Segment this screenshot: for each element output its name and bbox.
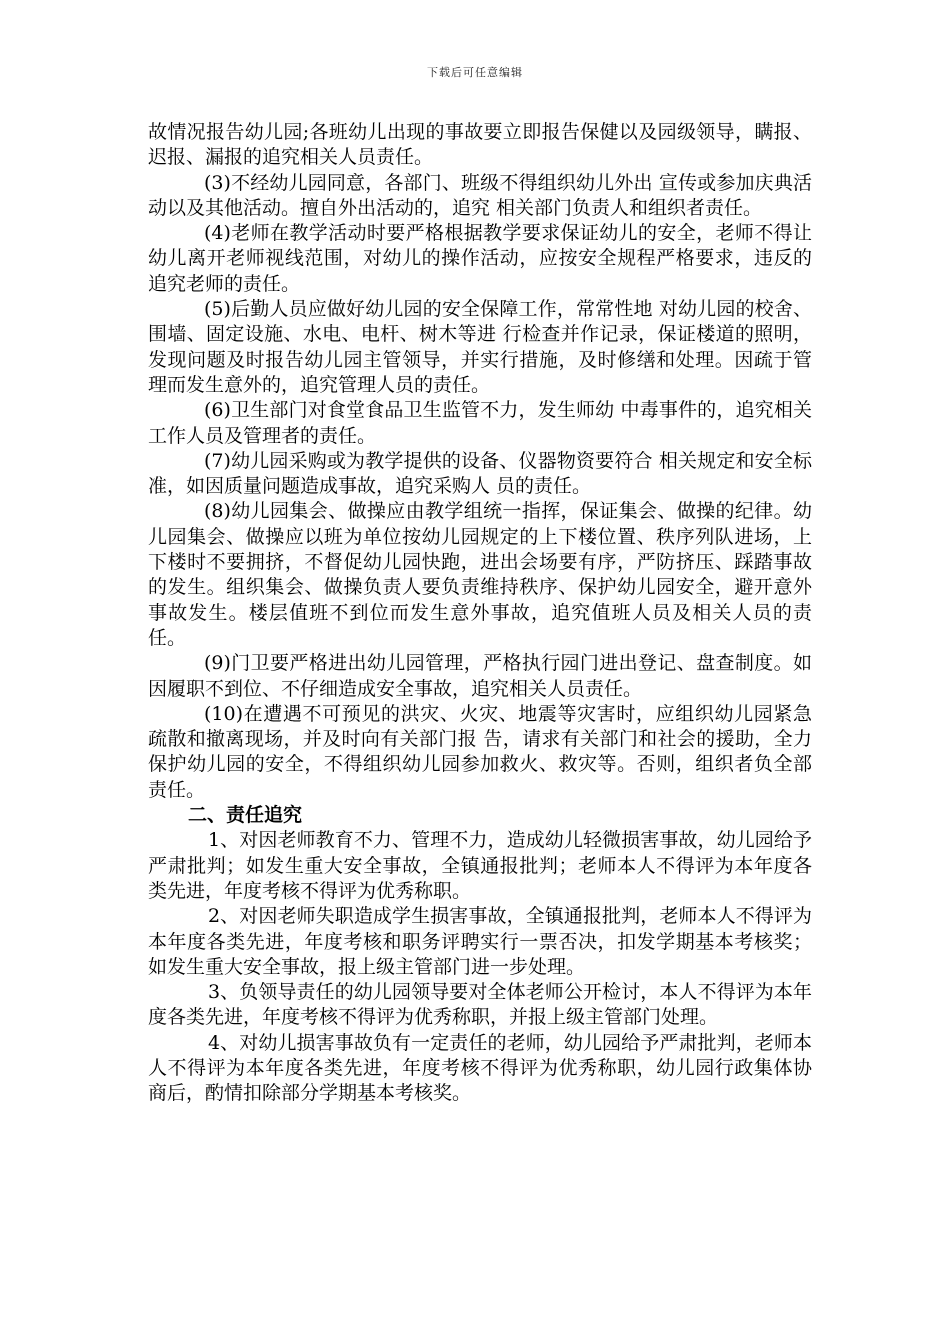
paragraph-item-7: (7)幼儿园采购或为教学提供的设备、仪器物资要符合 相关规定和安全标准，如因质量问题造成事故，追究采购人 员的责任。 — [148, 449, 812, 498]
paragraph-item-4: (4)老师在教学活动时要严格根据教学要求保证幼儿的安全，老师不得让幼儿离开老师视线范围，对幼儿的操作活动，应按安全规程严格要求，违反的追究老师的责任。 — [148, 222, 812, 295]
section-heading-responsibility: 二、责任追究 — [188, 804, 303, 827]
page-header-note: 下载后可任意编辑 — [427, 66, 523, 79]
paragraph-item-5: (5)后勤人员应做好幼儿园的安全保障工作，常常性地 对幼儿园的校舍、围墙、固定设施、水电、电杆、树木等进 行检查并作记录，保证楼道的照明，发现问题及时报告幼儿园主管领导，并实行措施，及时修缮和处理。因疏于管理而发生意外的，追究管理人员的责任。 — [148, 298, 812, 396]
responsibility-item-3: 3、负领导责任的幼儿园领导要对全体老师公开检讨，本人不得评为本年度各类先进，年度考核不得评为优秀称职，并报上级主管部门处理。 — [148, 981, 812, 1029]
paragraph-item-9: (9)门卫要严格进出幼儿园管理，严格执行园门进出登记、盘查制度。如因履职不到位、不仔细造成安全事故，追究相关人员责任。 — [148, 652, 812, 700]
paragraph-item-8: (8)幼儿园集会、做操应由教学组统一指挥，保证集会、做操的纪律。幼儿园集会、做操应以班为单位按幼儿园规定的上下楼位置、秩序列队进场，上下楼时不要拥挤，不督促幼儿园快跑，进出会场要有序，严防挤压、踩踏事故的发生。组织集会、做操负责人要负责维持秩序、保护幼儿园安全，避开意外事故发生。楼层值班不到位而发生意外事故，追究值班人员及相关人员的责任。 — [148, 500, 812, 649]
paragraph-item-3: (3)不经幼儿园同意，各部门、班级不得组织幼儿外出 宣传或参加庆典活动以及其他活动。擅自外出活动的，追究 相关部门负责人和组织者责任。 — [148, 171, 812, 219]
paragraph-item-10: (10)在遭遇不可预见的洪灾、火灾、地震等灾害时，应组织幼儿园紧急疏散和撤离现场，并及时向有关部门报 告，请求有关部门和社会的援助，全力保护幼儿园的安全，不得组织幼儿园参加救火、救灾等。否则，组织者负全部责任。 — [148, 702, 812, 801]
paragraph-item-6: (6)卫生部门对食堂食品卫生监管不力，发生师幼 中毒事件的，追究相关工作人员及管理者的责任。 — [148, 399, 812, 447]
responsibility-item-2: 2、对因老师失职造成学生损害事故，全镇通报批判，老师本人不得评为本年度各类先进，年度考核和职务评聘实行一票否决，扣发学期基本考核奖；如发生重大安全事故，报上级主管部门进一步处理。 — [148, 905, 812, 978]
responsibility-item-4: 4、对幼儿损害事故负有一定责任的老师，幼儿园给予严肃批判，老师本人不得评为本年度各类先进，年度考核不得评为优秀称职，幼儿园行政集体协商后，酌情扣除部分学期基本考核奖。 — [148, 1031, 812, 1105]
paragraph-continuation: 故情况报告幼儿园;各班幼儿出现的事故要立即报告保健以及园级领导，瞒报、迟报、漏报的追究相关人员责任。 — [148, 121, 812, 169]
document-body — [148, 120, 812, 1107]
responsibility-item-1: 1、对因老师教育不力、管理不力，造成幼儿轻微损害事故，幼儿园给予严肃批判；如发生重大安全事故，全镇通报批判；老师本人不得评为本年度各类先进，年度考核不得评为优秀称职。 — [148, 829, 812, 902]
